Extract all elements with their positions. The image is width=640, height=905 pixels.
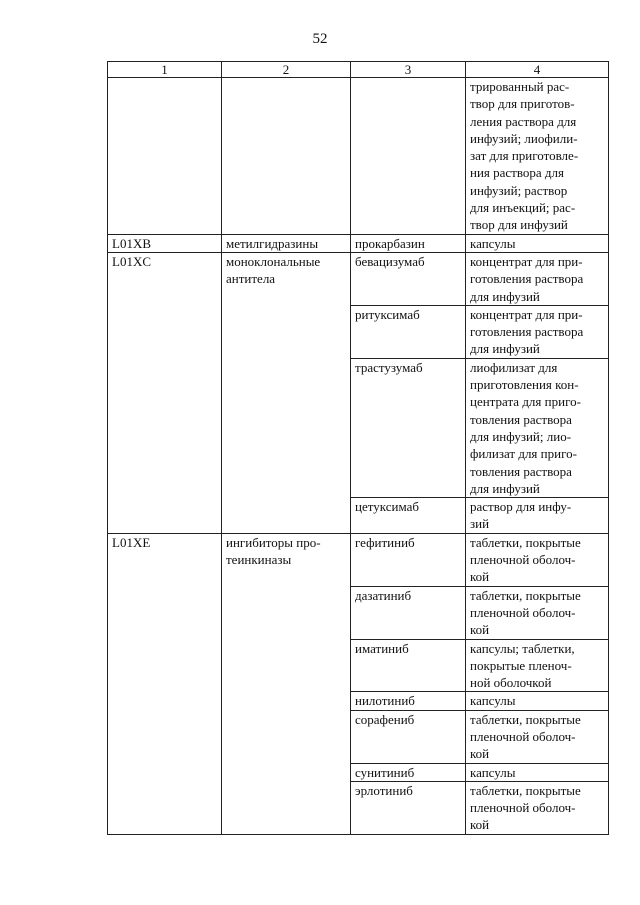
drug-cell: прокарбазин bbox=[351, 234, 466, 252]
form-cell: концентрат для при- готовления раствора для инфузий bbox=[466, 252, 609, 305]
drug-cell: бевацизумаб bbox=[351, 252, 466, 305]
page-number: 52 bbox=[312, 31, 328, 47]
drug-cell: сорафениб bbox=[351, 710, 466, 763]
form-cell: таблетки, покрытые пленочной оболоч- кой bbox=[466, 533, 609, 586]
group-cell bbox=[222, 78, 351, 235]
group-cell: метилгидразины bbox=[222, 234, 351, 252]
form-cell: капсулы bbox=[466, 692, 609, 710]
column-header: 3 bbox=[351, 62, 466, 78]
column-header: 4 bbox=[466, 62, 609, 78]
table-row bbox=[108, 252, 609, 305]
drug-cell: эрлотиниб bbox=[351, 781, 466, 834]
form-cell: таблетки, покрытые пленочной оболоч- кой bbox=[466, 586, 609, 639]
column-header: 1 bbox=[108, 62, 222, 78]
form-cell: капсулы bbox=[466, 763, 609, 781]
table-row bbox=[108, 533, 609, 586]
drug-cell: ритуксимаб bbox=[351, 305, 466, 358]
drug-cell: нилотиниб bbox=[351, 692, 466, 710]
form-cell: таблетки, покрытые пленочной оболоч- кой bbox=[466, 710, 609, 763]
form-cell: раствор для инфу- зий bbox=[466, 498, 609, 534]
code-cell: L01XC bbox=[108, 252, 222, 533]
drug-cell: цетуксимаб bbox=[351, 498, 466, 534]
drug-cell: иматиниб bbox=[351, 639, 466, 692]
table-row bbox=[108, 234, 609, 252]
code-cell: L01XE bbox=[108, 533, 222, 834]
form-cell: капсулы; таблетки, покрытые пленоч- ной оболочкой bbox=[466, 639, 609, 692]
form-cell: концентрат для при- готовления раствора для инфузий bbox=[466, 305, 609, 358]
group-cell: ингибиторы про- теинкиназы bbox=[222, 533, 351, 834]
drug-cell bbox=[351, 78, 466, 235]
form-cell: трированный рас- твор для приготов- ления раствора для инфузий; лиофили- зат для приготовле- ния раствора для инфузий; раствор для инъекций; рас- твор для инфузий bbox=[466, 78, 609, 235]
drug-table bbox=[107, 61, 609, 835]
form-cell: лиофилизат для приготовления кон- центрата для приго- товления раствора для инфузий; лио- филизат для приго- товления раствора для инфузий bbox=[466, 358, 609, 497]
drug-cell: гефитиниб bbox=[351, 533, 466, 586]
code-cell bbox=[108, 78, 222, 235]
form-cell: таблетки, покрытые пленочной оболоч- кой bbox=[466, 781, 609, 834]
form-cell: капсулы bbox=[466, 234, 609, 252]
table-body bbox=[108, 62, 609, 835]
continuation-row bbox=[108, 78, 609, 235]
drug-cell: трастузумаб bbox=[351, 358, 466, 497]
column-header: 2 bbox=[222, 62, 351, 78]
code-cell: L01XB bbox=[108, 234, 222, 252]
drug-cell: сунитиниб bbox=[351, 763, 466, 781]
group-cell: моноклональные антитела bbox=[222, 252, 351, 533]
drug-cell: дазатиниб bbox=[351, 586, 466, 639]
header-row bbox=[108, 62, 609, 78]
